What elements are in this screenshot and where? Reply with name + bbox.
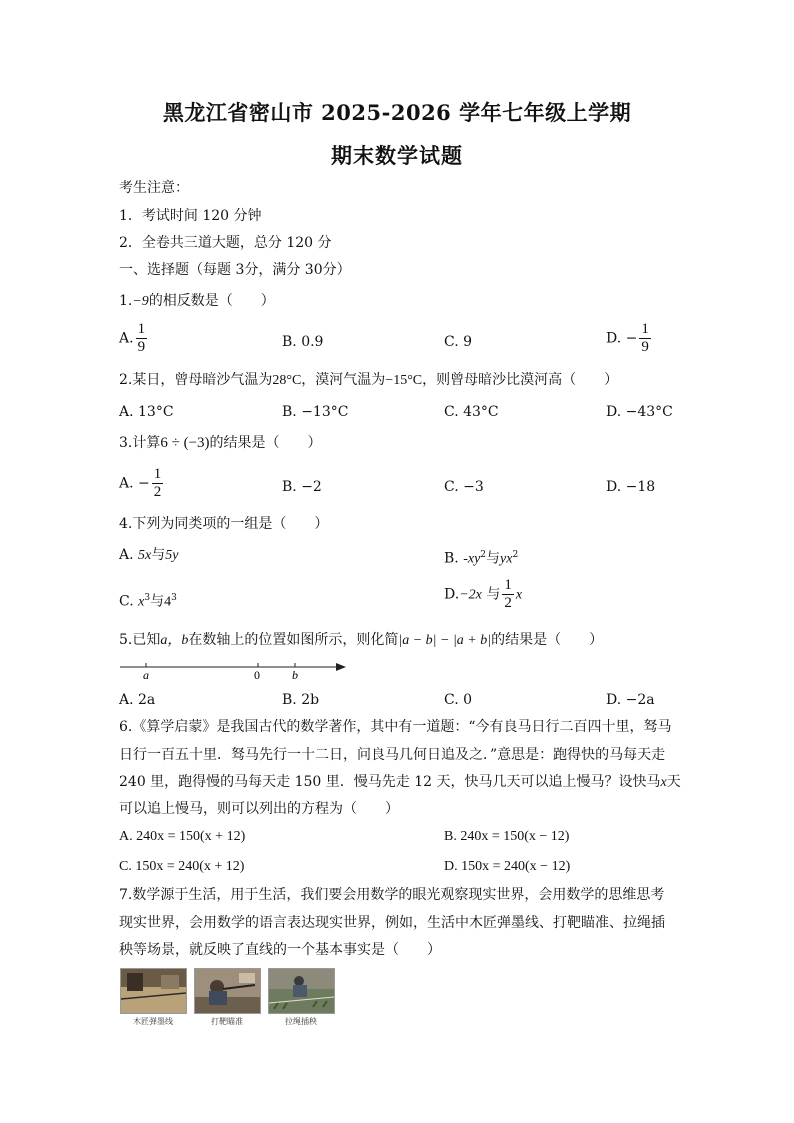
q4-d-fraction: $\frac{1}{2}$ (504, 577, 512, 611)
q5-option-d: D. −2a (606, 692, 655, 708)
q5-option-b: B. 2b (282, 692, 320, 708)
exam-title-line2: 期末数学试题 (331, 143, 463, 168)
q4-option-a: A. 5x与5y (119, 547, 179, 563)
notes-heading: 考生注意： (119, 180, 189, 196)
q3-option-c: C. −3 (444, 479, 484, 495)
q5-option-c: C. 0 (444, 692, 473, 708)
q2-option-c: C. 43°C (444, 404, 499, 420)
q1-option-a: A. $\frac{1}{9}$ (119, 321, 146, 355)
q7-line-1: 7.数学源于生活，用于生活，我们要会用数学的眼光观察现实世界，会用数学的思维思考 (119, 887, 665, 903)
q3-option-b: B. −2 (282, 479, 322, 495)
q1-option-d: D. − $\frac{1}{9}$ (606, 321, 649, 355)
q2-option-d: D. −43°C (606, 404, 673, 420)
notes-item-1: 1．考试时间 120 分钟 (119, 208, 262, 224)
q3-option-d: D. −18 (606, 479, 656, 495)
caption-planting: 拉绳插秧 (285, 1017, 317, 1026)
q5-stem: 5.已知a，b在数轴上的位置如图所示，则化简|a − b| − |a + b|的结果是（ ） (119, 632, 604, 648)
q6-option-c: C. 150x = 240(x + 12) (119, 859, 245, 874)
q4-option-d: D.−2x 与 $\frac{1}{2}$ x (444, 577, 523, 611)
photo-carpenter-ink-line (120, 968, 187, 1014)
q5-option-a: A. 2a (119, 692, 156, 708)
q6-option-b: B. 240x = 150(x − 12) (444, 829, 570, 844)
q6-line-4: 可以追上慢马，则可以列出的方程为（ ） (119, 801, 399, 817)
q5-expr: |a − b| − |a + b| (398, 633, 492, 648)
q6-line-2: 日行一百五十里．驽马先行一十二日，问良马几何日追及之．”意思是：跑得快的马每天走 (119, 747, 666, 763)
q3-stem: 3.计算6 ÷ (−3)的结果是（ ） (119, 435, 322, 451)
q6-line-3: 240 里，跑得慢的马每天走 150 里．慢马先走 12 天，快马几天可以追上慢马？设快马x天 (119, 774, 681, 790)
number-line-arrow (336, 663, 346, 671)
q6-option-d: D. 150x = 240(x − 12) (444, 859, 571, 874)
q3-expr: 6 ÷ (−3) (160, 435, 210, 451)
q3-option-a: A. − $\frac{1}{2}$ (119, 466, 162, 500)
q7-line-2: 现实世界，会用数学的语言表达现实世界，例如，生活中木匠弹墨线、打靶瞄准、拉绳插 (119, 915, 665, 931)
label-a: a (143, 668, 149, 682)
q1-option-b: B. 0.9 (282, 334, 324, 350)
label-b: b (292, 668, 298, 682)
photo-rice-planting (268, 968, 335, 1014)
q1-expr: −9 (132, 294, 149, 309)
caption-aiming: 打靶瞄准 (211, 1017, 243, 1026)
section-heading: 一、选择题（每题 3分，满分 30分） (119, 262, 351, 278)
photo-target-aiming (194, 968, 261, 1014)
number-line (116, 652, 352, 684)
q6-option-a: A. 240x = 150(x + 12) (119, 829, 246, 844)
q4-option-b: B. $-xy^2$与$yx^2$ (444, 550, 519, 567)
q2-option-b: B. −13°C (282, 404, 349, 420)
photo-planting-graphic (269, 969, 334, 1013)
q4-stem: 4.下列为同类项的一组是（ ） (119, 516, 329, 532)
photo-carpenter-graphic (121, 969, 186, 1013)
q3-a-fraction: $\frac{1}{2}$ (153, 466, 162, 500)
q1-option-c: C. 9 (444, 334, 473, 350)
notes-item-2: 2．全卷共三道大题，总分 120 分 (119, 235, 332, 251)
label-zero: 0 (254, 668, 260, 682)
q2-option-a: A. 13°C (119, 404, 174, 420)
q6-line-1: 6.《算学启蒙》是我国古代的数学著作，其中有一道题：“今有良马日行二百四十里，驽马 (119, 719, 672, 735)
photo-aiming-graphic (195, 969, 260, 1013)
q1-stem: 1.−9的相反数是（ ） (119, 293, 275, 309)
caption-carpenter: 木匠弹墨线 (133, 1017, 173, 1026)
q4-option-c: C. $x^3$与$4^3$ (119, 593, 177, 610)
q1-a-fraction: $\frac{1}{9}$ (137, 321, 146, 355)
q2-stem: 2.某日，曾母暗沙气温为28°C，漠河气温为−15°C，则曾母暗沙比漠河高（ ） (119, 372, 619, 388)
q7-line-3: 秧等场景，就反映了直线的一个基本事实是（ ） (119, 942, 441, 958)
exam-title-line1: 黑龙江省密山市 2025-2026 学年七年级上学期 (162, 100, 632, 125)
q1-d-fraction: $\frac{1}{9}$ (641, 321, 649, 355)
